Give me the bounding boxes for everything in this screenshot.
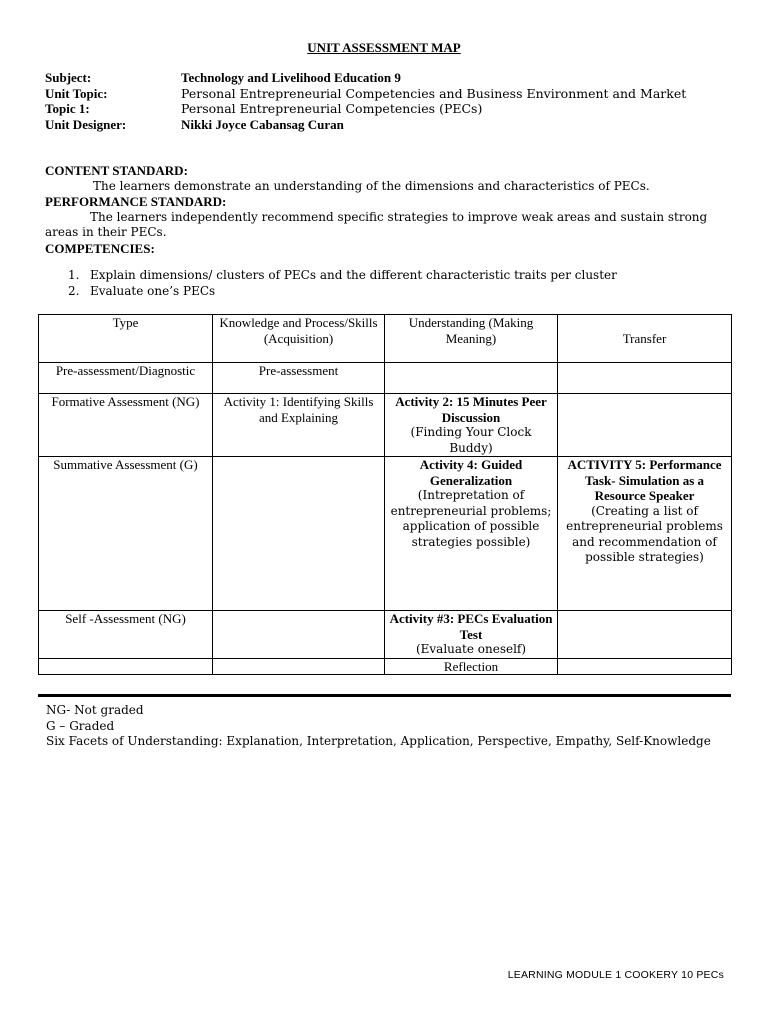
meta-unit-designer (45, 117, 686, 133)
unit-meta (45, 70, 686, 132)
performance-standard-heading: PERFORMANCE STANDARD: (45, 194, 227, 209)
legend-item: NG- Not graded (46, 703, 144, 717)
cell-activity-title: Activity 4: Guided Generalization (419, 457, 523, 488)
cell-activity-title: ACTIVITY 5: Performance Task- Simulation as a Resource Speaker (567, 457, 722, 503)
page-footer: LEARNING MODULE 1 COOKERY 10 PECs (507, 969, 724, 981)
cell-knowledge (213, 611, 385, 659)
header-transfer: Transfer (558, 315, 732, 363)
cell-understanding (385, 457, 558, 611)
cell-knowledge: Pre-assessment (213, 363, 385, 394)
cell-understanding (385, 611, 558, 659)
assessment-map-table (38, 314, 732, 675)
cell-activity-note: (Intrepretation of entrepreneurial problems; application of possible strategies possible) (390, 488, 552, 549)
table-row (39, 457, 732, 611)
legend-item: Six Facets of Understanding: Explanation, Interpretation, Application, Perspective, Empathy, Self-Knowledge (46, 734, 711, 748)
table-row (39, 394, 732, 457)
table-row (39, 611, 732, 659)
meta-label: Unit Designer: (45, 116, 127, 132)
list-text: Evaluate one’s PECs (90, 283, 216, 298)
list-item (68, 284, 617, 300)
meta-unit-topic (45, 86, 686, 102)
table-header-row (39, 315, 732, 363)
cell-transfer (558, 363, 732, 394)
cell-reflection: Reflection (385, 658, 558, 675)
meta-label: Subject: (45, 70, 92, 85)
content-standard-text: The learners demonstrate an understanding of the dimensions and characteristics of PECs. (93, 178, 650, 193)
header-understanding: Understanding (Making Meaning) (385, 315, 558, 363)
performance-standard-text: The learners independently recommend specific strategies to improve weak areas and sustain strong areas in their PECs. (45, 209, 708, 239)
cell-type: Formative Assessment (NG) (39, 394, 213, 457)
cell-activity-title: Activity #3: PECs Evaluation Test (389, 611, 553, 642)
cell-knowledge (213, 457, 385, 611)
cell-transfer (558, 611, 732, 659)
meta-topic-1 (45, 101, 686, 117)
cell-activity-note: (Evaluate oneself) (415, 642, 527, 656)
cell-activity-title: Activity 2: 15 Minutes Peer Discussion (395, 394, 547, 425)
meta-label: Topic 1: (45, 101, 90, 116)
meta-label: Unit Topic: (45, 85, 108, 101)
cell-transfer (558, 658, 732, 675)
cell-activity-note: (Finding Your Clock Buddy) (410, 425, 532, 455)
meta-value: Nikki Joyce Cabansag Curan (181, 116, 344, 132)
cell-type: Self -Assessment (NG) (39, 611, 213, 659)
list-number: 2. (68, 283, 80, 298)
cell-transfer (558, 457, 732, 611)
document-title: UNIT ASSESSMENT MAP (307, 40, 461, 55)
section-divider (38, 694, 731, 697)
legend (46, 703, 736, 750)
legend-item: G – Graded (46, 718, 115, 733)
list-number: 1. (68, 268, 80, 282)
content-standard-heading: CONTENT STANDARD: (45, 163, 188, 178)
table-row (39, 363, 732, 394)
cell-understanding (385, 363, 558, 394)
meta-value: Personal Entrepreneurial Competencies and Business Environment and Market (181, 85, 687, 101)
competencies-heading: COMPETENCIES: (45, 240, 155, 256)
cell-type: Pre-assessment/Diagnostic (39, 363, 213, 394)
cell-understanding (385, 394, 558, 457)
meta-subject (45, 70, 686, 86)
header-knowledge: Knowledge and Process/Skills (Acquisition) (213, 315, 385, 363)
meta-value: Technology and Livelihood Education 9 (181, 70, 401, 85)
cell-type: Summative Assessment (G) (39, 457, 213, 611)
table-row (39, 658, 732, 675)
list-item (68, 268, 617, 284)
cell-activity-note: (Creating a list of entrepreneurial problems and recommendation of possible strategies) (566, 503, 723, 564)
cell-transfer (558, 394, 732, 457)
cell-type (39, 658, 213, 675)
cell-knowledge: Activity 1: Identifying Skills and Explaining (213, 394, 385, 457)
cell-knowledge (213, 658, 385, 675)
list-text: Explain dimensions/ clusters of PECs and the different characteristic traits per cluster (90, 268, 617, 282)
competencies-list (68, 268, 617, 299)
standards-section (45, 163, 735, 256)
meta-value: Personal Entrepreneurial Competencies (PECs) (181, 101, 483, 116)
header-type: Type (39, 315, 213, 363)
